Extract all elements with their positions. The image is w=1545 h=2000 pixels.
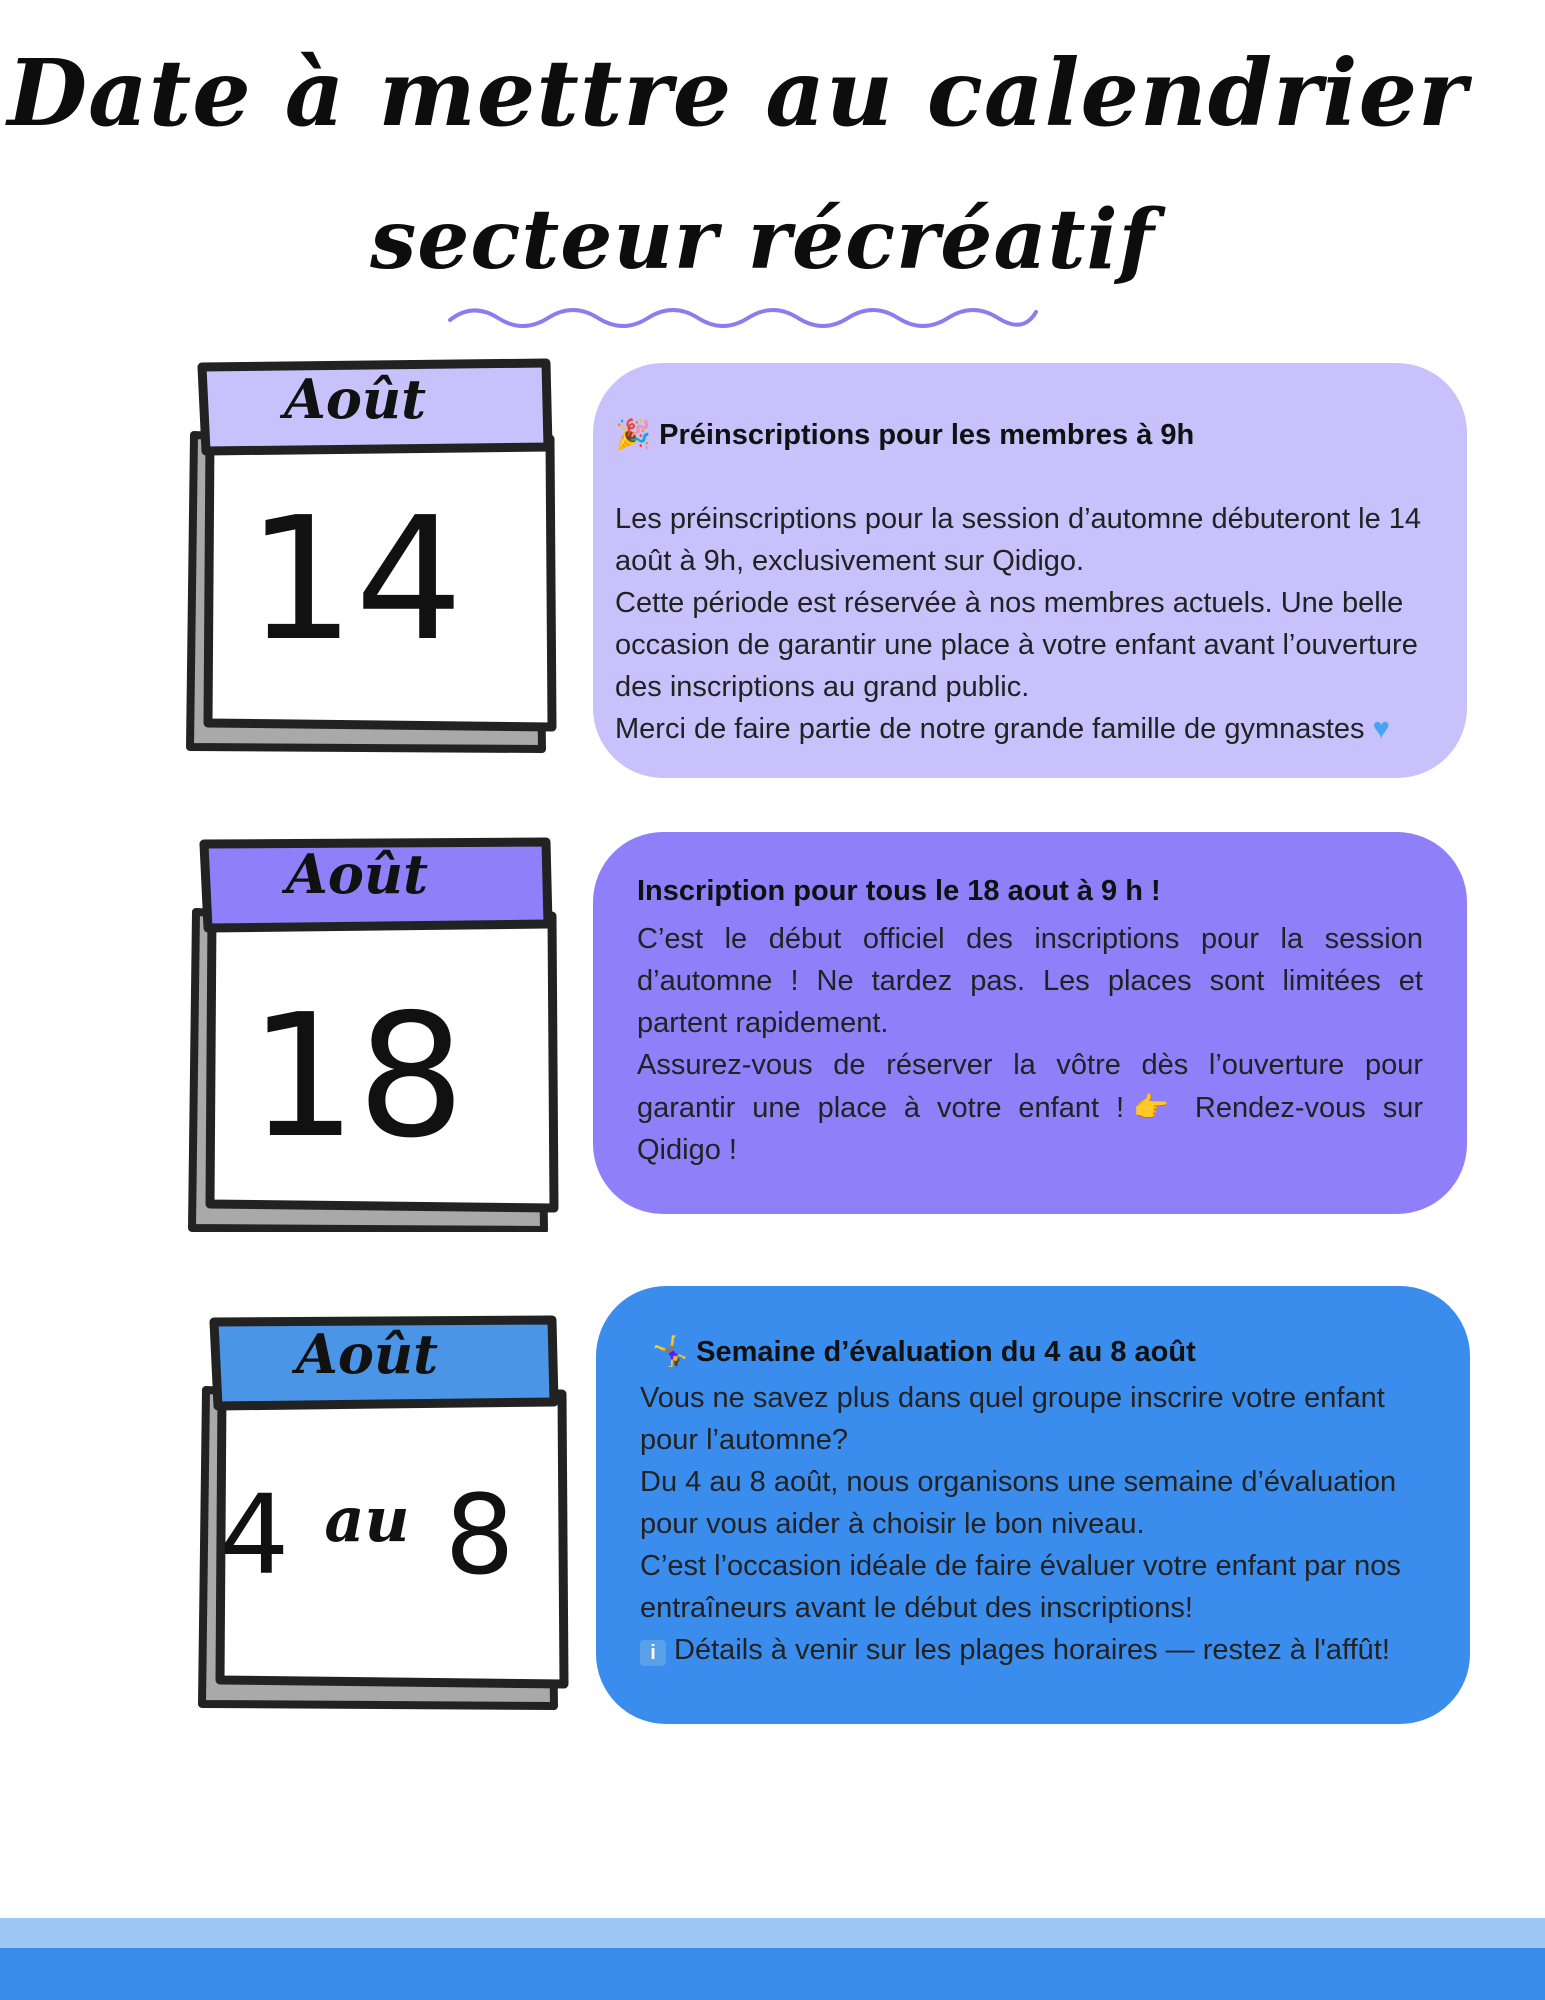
calendar-month: Août (295, 1322, 439, 1386)
calendar-day: 14 (246, 481, 464, 679)
calendar-day: 18 (248, 978, 466, 1176)
card-semaine-evaluation (596, 1286, 1470, 1724)
card-heading: Inscription pour tous le 18 aout à 9 h ! (637, 875, 1161, 907)
page-subtitle: secteur récréatif (370, 192, 1155, 288)
calendar-day-range (192, 1471, 542, 1599)
calendar-month: Août (285, 842, 429, 906)
info-icon: i (640, 1640, 666, 1666)
day-start: 4 (219, 1471, 290, 1599)
card-heading: 🎉 Préinscriptions pour les membres à 9h (615, 417, 1195, 451)
page-title: Date à mettre au calendrier (7, 39, 1468, 147)
card-line: Les préinscriptions pour la session d’automne débuteront le 14 août à 9h, exclusivement sur Qidigo. (615, 503, 1422, 577)
blue-heart-icon: ♥ (1372, 713, 1390, 745)
footer-band-dark (0, 1948, 1545, 2000)
pointing-hand-icon: 👉 (1124, 1090, 1178, 1124)
calendar-aug-4-to-8 (192, 1310, 572, 1710)
footer-band-light (0, 1918, 1545, 1948)
card-line: Merci de faire partie de notre grande famille de gymnastes ♥ (615, 713, 1390, 745)
calendar-aug-18 (182, 832, 562, 1232)
card-line: Cette période est réservée à nos membres actuels. Une belle occasion de garantir une place à votre enfant avant l’ouverture des inscriptions au grand public. (615, 587, 1418, 703)
calendar-month: Août (283, 367, 427, 431)
card-line: Assurez-vous de réserver la vôtre dès l’ouverture pour garantir une place à votre enfant !👉 Rendez-vous sur Qidigo ! (637, 1049, 1424, 1166)
card-heading: 🤸‍♀️ Semaine d’évaluation du 4 au 8 août (652, 1334, 1196, 1368)
card-line: i Détails à venir sur les plages horaires — restez à l'affût! (640, 1629, 1426, 1671)
card-inscription-tous (593, 832, 1467, 1214)
day-end: 8 (444, 1471, 515, 1599)
calendar-aug-14 (180, 355, 560, 755)
party-popper-icon: 🎉 (615, 417, 652, 451)
day-join: au (324, 1483, 410, 1556)
card-line: Vous ne savez plus dans quel groupe inscrire votre enfant pour l’automne? (640, 1382, 1385, 1456)
squiggle-underline (448, 298, 1038, 338)
card-line: C’est l’occasion idéale de faire évaluer votre enfant par nos entraîneurs avant le début des inscriptions! (640, 1550, 1401, 1624)
card-line: Du 4 au 8 août, nous organisons une semaine d’évaluation pour vous aider à choisir le bon niveau. (640, 1466, 1397, 1540)
card-preinscriptions (593, 363, 1467, 778)
gymnast-icon: 🤸‍♀️ (652, 1334, 689, 1368)
card-line: C’est le début officiel des inscriptions pour la session d’automne ! Ne tardez pas. Les places sont limitées et partent rapidement. (637, 923, 1423, 1039)
